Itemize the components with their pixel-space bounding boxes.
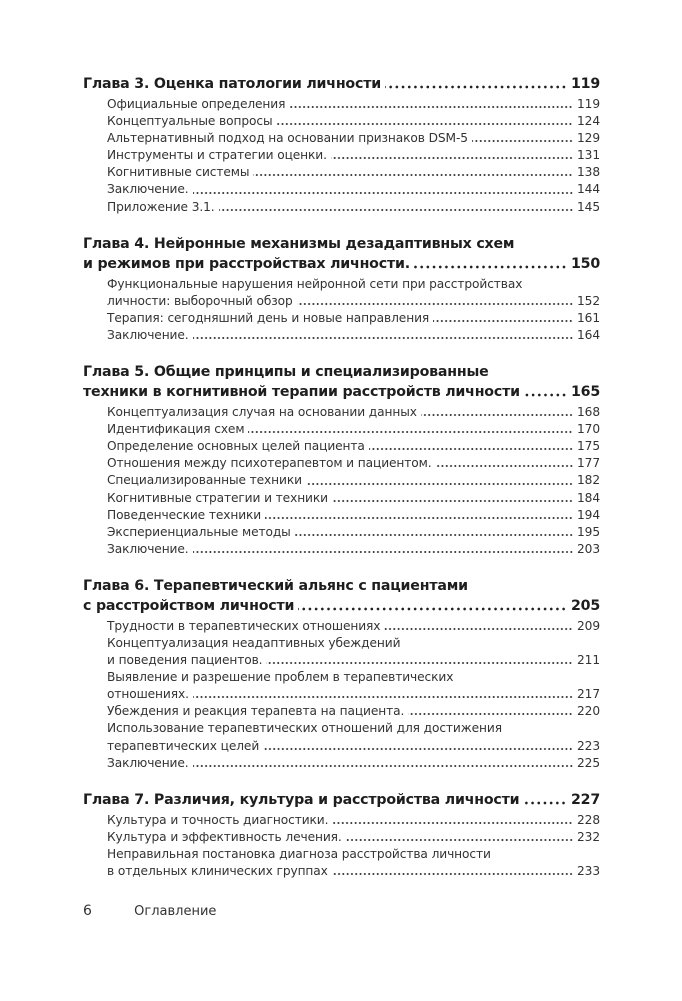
- page-number: 124: [577, 114, 600, 129]
- section-title-text: Концептуализация неадаптивных убеждений: [107, 635, 401, 650]
- page-number: 131: [577, 148, 600, 163]
- section-title-line: [107, 669, 600, 686]
- section-entry[interactable]: [107, 720, 600, 754]
- section-entry[interactable]: [107, 846, 600, 880]
- dot-leader: [266, 661, 573, 665]
- dot-leader: [265, 516, 573, 520]
- section-entry[interactable]: [107, 755, 600, 772]
- section-title-line: [107, 147, 600, 164]
- dot-leader: [332, 499, 573, 503]
- section-entry[interactable]: [107, 703, 600, 720]
- dot-leader: [263, 747, 573, 751]
- chapter-title[interactable]: [83, 74, 600, 94]
- page-number: 227: [570, 791, 600, 808]
- page-number: 168: [577, 405, 600, 420]
- page-number: 175: [577, 439, 600, 454]
- page-number: 145: [577, 199, 600, 214]
- section-title-text: Концептуализация случая на основании данных: [107, 405, 417, 420]
- chapter-entry[interactable]: [83, 74, 600, 216]
- chapter-title-line: [83, 74, 600, 94]
- section-title-text: Заключение.: [107, 541, 189, 556]
- dot-leader: [297, 302, 573, 306]
- section-entry[interactable]: [107, 276, 600, 310]
- section-title-line: [107, 507, 600, 524]
- section-entry[interactable]: [107, 199, 600, 216]
- section-title-line: [107, 455, 600, 472]
- section-entry[interactable]: [107, 455, 600, 472]
- dot-leader: [433, 319, 573, 323]
- dot-leader: [253, 173, 573, 177]
- section-title-line: [107, 490, 600, 507]
- section-title-text: Инструменты и стратегии оценки.: [107, 148, 327, 163]
- section-title-text: Убеждения и реакция терапевта на пациента.: [107, 704, 405, 719]
- page-number: 144: [577, 182, 600, 197]
- dot-leader: [289, 105, 573, 109]
- section-title-line: [107, 199, 600, 216]
- section-title-text: Заключение.: [107, 755, 189, 770]
- page-number: 217: [577, 687, 600, 702]
- page-number: 209: [577, 618, 600, 633]
- dot-leader: [193, 336, 573, 340]
- dot-leader: [295, 533, 573, 537]
- section-title-text: в отдельных клинических группах: [107, 864, 328, 878]
- section-entry[interactable]: [107, 635, 600, 669]
- section-title-line: [107, 164, 600, 181]
- chapter-entry[interactable]: [83, 362, 600, 558]
- section-title-text: Идентификация схем: [107, 422, 245, 437]
- section-title-line: [107, 541, 600, 558]
- dot-leader: [193, 191, 573, 195]
- section-entry[interactable]: [107, 507, 600, 524]
- section-title-text: Приложение 3.1.: [107, 199, 215, 214]
- section-entry[interactable]: [107, 113, 600, 130]
- section-title-line: [107, 293, 600, 310]
- section-title-text: Определение основных целей пациента: [107, 439, 365, 454]
- section-title-line: [107, 635, 600, 652]
- section-title-line: [107, 812, 600, 829]
- chapter-entry[interactable]: [83, 576, 600, 772]
- dot-leader: [248, 430, 573, 434]
- running-title: Оглавление: [134, 904, 217, 919]
- section-title-line: [107, 472, 600, 489]
- chapter-title-line: [83, 790, 600, 810]
- page-number: 225: [577, 755, 600, 770]
- dot-leader: [276, 122, 573, 126]
- dot-leader: [298, 607, 567, 611]
- chapter-title-line: [83, 382, 600, 402]
- section-entry[interactable]: [107, 404, 600, 421]
- section-title-text: Заключение.: [107, 182, 189, 197]
- section-title-line: [107, 618, 600, 635]
- chapter-title[interactable]: [83, 234, 600, 274]
- chapter-title-text: Глава 6. Терапевтический альянс с пациентами: [83, 577, 468, 594]
- section-entry[interactable]: [107, 164, 600, 181]
- page-number: 119: [570, 76, 600, 92]
- section-title-line: [107, 438, 600, 455]
- section-title-text: Терапия: сегодняшний день и новые направления: [107, 310, 430, 325]
- page-number: 129: [577, 131, 600, 146]
- dot-leader: [331, 156, 573, 160]
- dot-leader: [369, 447, 573, 451]
- section-title-line: [107, 276, 600, 293]
- page-number: 170: [577, 422, 600, 437]
- dot-leader: [414, 265, 567, 269]
- page-number: 184: [577, 490, 600, 505]
- chapter-title-line: [83, 234, 600, 254]
- section-entry[interactable]: [107, 421, 600, 438]
- section-entry[interactable]: [107, 310, 600, 327]
- chapter-title[interactable]: [83, 790, 600, 810]
- page-number: 152: [577, 293, 600, 308]
- section-title-line: [107, 829, 600, 846]
- page-number: 165: [570, 384, 600, 401]
- section-entry[interactable]: [107, 147, 600, 164]
- section-title-text: Трудности в терапевтических отношениях: [107, 618, 381, 633]
- section-title-text: Экспериенциальные методы: [107, 524, 291, 539]
- section-title-text: Поведенческие техники: [107, 507, 262, 522]
- section-title-line: [107, 755, 600, 772]
- dot-leader: [332, 872, 573, 876]
- dot-leader: [408, 712, 573, 716]
- section-entry[interactable]: [107, 524, 600, 541]
- section-title-text: терапевтических целей: [107, 738, 260, 753]
- section-title-line: [107, 846, 600, 863]
- dot-leader: [524, 393, 567, 397]
- section-title-line: [107, 652, 600, 669]
- dot-leader: [193, 550, 573, 554]
- page-number: 119: [577, 97, 600, 111]
- dot-leader: [193, 764, 573, 768]
- chapter-title[interactable]: [83, 362, 600, 402]
- section-entry[interactable]: [107, 829, 600, 846]
- dot-leader: [523, 801, 567, 805]
- dot-leader: [385, 85, 567, 89]
- section-title-text: Альтернативный подход на основании признаков DSM-5: [107, 131, 468, 146]
- section-title-line: [107, 720, 600, 737]
- page-number: 161: [577, 310, 600, 325]
- chapter-title-text: Глава 3. Оценка патологии личности: [83, 76, 381, 92]
- section-title-line: [107, 686, 600, 703]
- chapter-title-text: Глава 4. Нейронные механизмы дезадаптивных схем: [83, 235, 515, 252]
- section-title-line: [107, 113, 600, 130]
- page-footer: [83, 903, 216, 919]
- section-title-text: Концептуальные вопросы: [107, 114, 273, 129]
- section-title-text: личности: выборочный обзор: [107, 293, 293, 308]
- section-title-line: [107, 421, 600, 438]
- chapter-title-text: Глава 7. Различия, культура и расстройства личности: [83, 791, 520, 808]
- section-title-text: Когнитивные стратегии и техники: [107, 490, 328, 505]
- chapter-title-line: [83, 362, 600, 382]
- page-number: 220: [577, 704, 600, 719]
- page-number: 182: [577, 473, 600, 488]
- table-of-contents: [83, 74, 600, 898]
- dot-leader: [306, 482, 573, 486]
- section-entry[interactable]: [107, 96, 600, 113]
- chapter-title-text: Глава 5. Общие принципы и специализированные: [83, 364, 489, 381]
- section-entry[interactable]: [107, 490, 600, 507]
- chapter-title[interactable]: [83, 576, 600, 616]
- section-entry[interactable]: [107, 618, 600, 635]
- dot-leader: [436, 464, 574, 468]
- chapter-entry[interactable]: [83, 234, 600, 344]
- section-title-text: Культура и эффективность лечения.: [107, 829, 342, 844]
- section-title-text: Использование терапевтических отношений для достижения: [107, 721, 502, 736]
- dot-leader: [193, 695, 573, 699]
- page-number: 138: [577, 165, 600, 180]
- chapter-title-text: техники в когнитивной терапии расстройств личности: [83, 384, 520, 401]
- page-number: 6: [83, 903, 92, 919]
- section-title-line: [107, 181, 600, 198]
- section-title-line: [107, 404, 600, 421]
- dot-leader: [332, 821, 573, 825]
- chapter-title-line: [83, 254, 600, 274]
- section-title-text: Функциональные нарушения нейронной сети при расстройствах: [107, 276, 523, 291]
- section-title-line: [107, 310, 600, 327]
- dot-leader: [219, 208, 573, 212]
- section-title-text: Культура и точность диагностики.: [107, 812, 329, 827]
- chapter-entry[interactable]: [83, 790, 600, 880]
- section-entry[interactable]: [107, 130, 600, 147]
- chapter-title-text: и режимов при расстройствах личности.: [83, 255, 410, 272]
- section-title-line: [107, 863, 600, 880]
- section-entry[interactable]: [107, 541, 600, 558]
- page-number: 177: [577, 456, 600, 471]
- chapter-title-text: с расстройством личности: [83, 597, 295, 614]
- section-entry[interactable]: [107, 472, 600, 489]
- chapter-title-line: [83, 596, 600, 616]
- section-entry[interactable]: [107, 438, 600, 455]
- dot-leader: [421, 413, 573, 417]
- page-number: 211: [577, 653, 600, 668]
- section-title-line: [107, 130, 600, 147]
- page-number: 205: [570, 597, 600, 614]
- page-number: 228: [577, 812, 600, 827]
- section-title-line: [107, 524, 600, 541]
- dot-leader: [472, 139, 573, 143]
- section-title-text: Выявление и разрешение проблем в терапевтических: [107, 670, 454, 685]
- section-title-text: Отношения между психотерапевтом и пациентом.: [107, 456, 432, 471]
- section-title-text: Официальные определения: [107, 97, 286, 111]
- dot-leader: [346, 838, 573, 842]
- page-number: 194: [577, 507, 600, 522]
- section-title-text: Когнитивные системы: [107, 165, 250, 180]
- section-entry[interactable]: [107, 812, 600, 829]
- section-entry[interactable]: [107, 669, 600, 703]
- section-title-text: Заключение.: [107, 327, 189, 342]
- page-number: 232: [577, 829, 600, 844]
- page-number: 164: [577, 327, 600, 342]
- chapter-title-line: [83, 576, 600, 596]
- page-number: 203: [577, 541, 600, 556]
- section-title-line: [107, 738, 600, 755]
- section-title-line: [107, 96, 600, 113]
- section-title-line: [107, 327, 600, 344]
- section-title-text: отношениях.: [107, 687, 189, 702]
- page-number: 195: [577, 524, 600, 539]
- section-title-text: и поведения пациентов.: [107, 653, 263, 668]
- section-title-text: Неправильная постановка диагноза расстройства личности: [107, 846, 491, 861]
- page-number: 233: [577, 864, 600, 878]
- page-number: 223: [577, 738, 600, 753]
- section-title-line: [107, 703, 600, 720]
- section-entry[interactable]: [107, 181, 600, 198]
- page-number: 150: [570, 255, 600, 272]
- section-title-text: Специализированные техники: [107, 473, 302, 488]
- section-entry[interactable]: [107, 327, 600, 344]
- dot-leader: [384, 627, 573, 631]
